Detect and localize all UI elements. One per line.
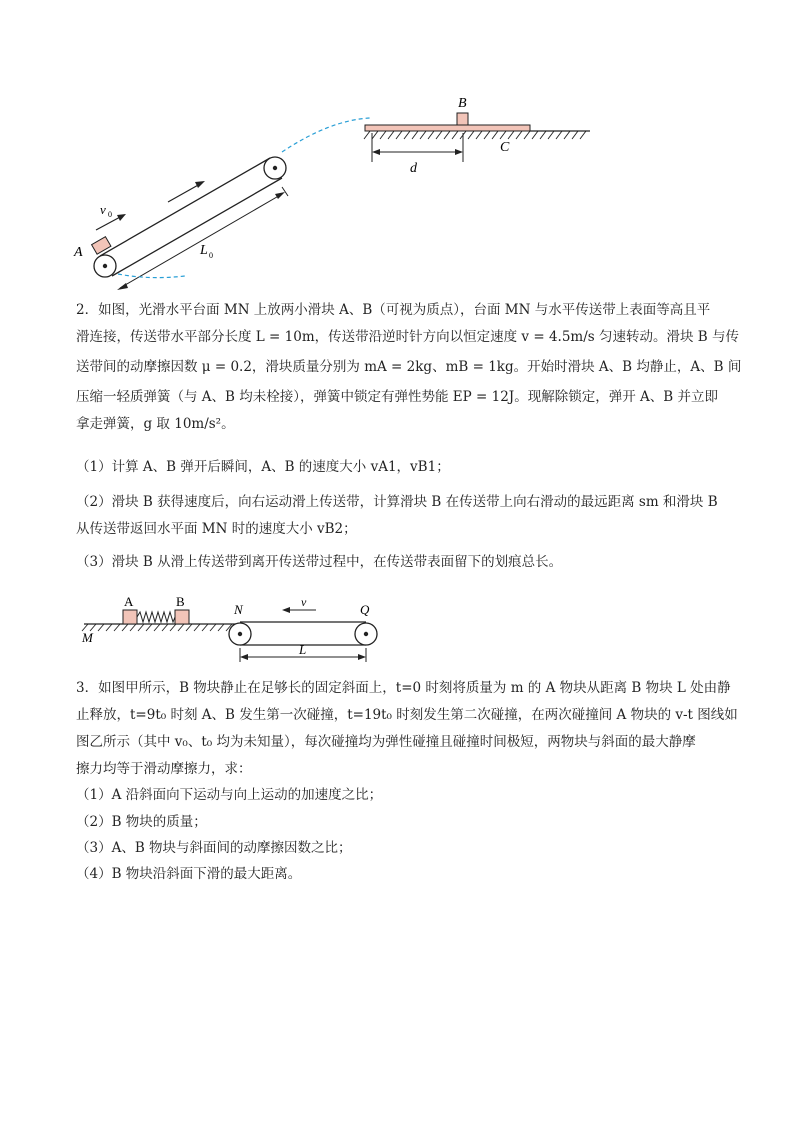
q2-line-1: 2．如图，光滑水平台面 MN 上放两小滑块 A、B（可视为质点），台面 MN 与水平传送带上表面等高且平 [76,302,711,318]
q2-sub-2b: 从传送带返回水平面 MN 时的速度大小 vB2； [76,521,357,537]
label-b: B [458,96,467,111]
fig2-label-a: A [124,594,134,609]
label-v0: v [100,202,106,217]
q3-sub-1: （1）A 沿斜面向下运动与向上运动的加速度之比； [76,787,383,803]
spring [137,612,175,622]
q3-line-4: 擦力均等于滑动摩擦力，求： [76,761,252,777]
fig2-label-l: L [299,642,307,657]
label-a: A [74,245,83,260]
ground-hatch [364,131,586,139]
label-c: C [500,140,510,155]
q3-line-1: 3．如图甲所示，B 物块静止在足够长的固定斜面上，t=0 时刻将质量为 m 的 A 物块从距离 B 物块 L 处由静 [76,680,731,696]
label-v0-sub: 0 [108,210,112,219]
fig2-label-n: N [234,602,243,617]
figure-horizontal-conveyor [76,590,396,670]
q2-line-5: 拿走弹簧，g 取 10m/s²。 [76,416,235,432]
q2-line-2: 滑连接，传送带水平部分长度 L = 10m，传送带沿逆时针方向以恒定速度 v = 4.5m/s 匀速转动。滑块 B 与传 [76,329,739,345]
q2-sub-2a: （2）滑块 B 获得速度后，向右运动滑上传送带，计算滑块 B 在传送带上向右滑动的最远距离 sm 和滑块 B [76,494,718,510]
q3-sub-2: （2）B 物块的质量； [76,814,207,830]
fig2-label-m: M [82,630,93,645]
label-l0-sub: 0 [209,251,213,260]
label-l0: L [200,243,208,258]
q2-sub-1: （1）计算 A、B 弹开后瞬间，A、B 的速度大小 vA1，vB1； [76,459,450,475]
label-d: d [410,161,417,176]
fig2-block-a [123,610,137,624]
q2-sub-3: （3）滑块 B 从滑上传送带到离开传送带过程中，在传送带表面留下的划痕总长。 [76,554,563,570]
q3-sub-3: （3）A、B 物块与斜面间的动摩擦因数之比； [76,840,352,856]
q3-sub-4: （4）B 物块沿斜面下滑的最大距离。 [76,866,302,882]
q3-line-3: 图乙所示（其中 v₀、t₀ 均为未知量），每次碰撞均为弹性碰撞且碰撞时间极短，两物块与斜面的最大静摩 [76,734,696,750]
figure-inclined-conveyor [60,90,620,300]
q2-line-4: 压缩一轻质弹簧（与 A、B 均未栓接），弹簧中锁定有弹性势能 EP = 12J。现解除锁定，弹开 A、B 并立即 [76,389,718,405]
fig2-block-b [175,610,189,624]
fig2-label-q: Q [360,602,370,617]
fig2-label-b: B [176,594,185,609]
table-hatch [82,624,232,631]
block-b [457,113,468,125]
table-surface [365,125,530,131]
q2-line-3: 送带间的动摩擦因数 μ = 0.2，滑块质量分别为 mA = 2kg、mB = 1kg。开始时滑块 A、B 均静止，A、B 间 [76,359,742,375]
q3-line-2: 止释放，t=9t₀ 时刻 A、B 发生第一次碰撞，t=19t₀ 时刻发生第二次碰撞，在两次碰撞间 A 物块的 v-t 图线如 [76,707,738,723]
fig2-label-v: v [301,595,307,609]
